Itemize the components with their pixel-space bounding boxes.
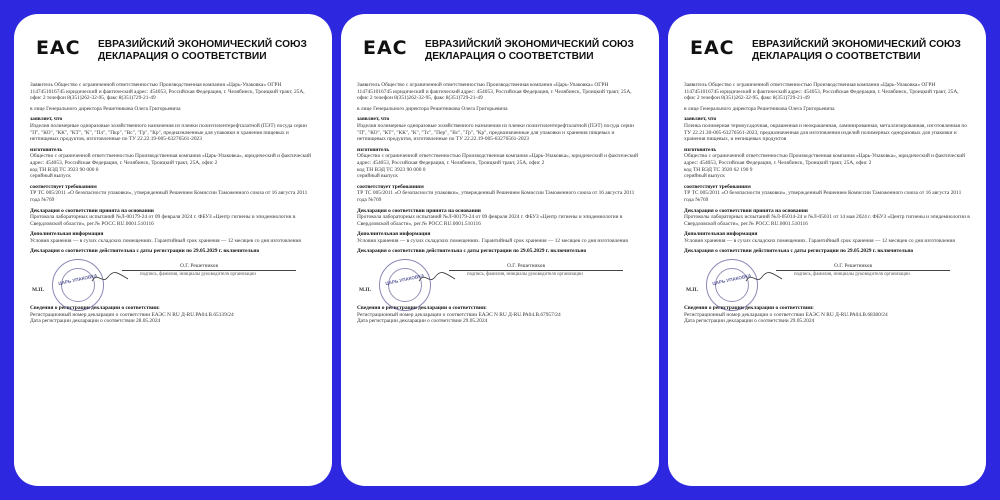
union-title: ЕВРАЗИЙСКИЙ ЭКОНОМИЧЕСКИЙ СОЮЗ — [98, 39, 307, 50]
declaration-card — [668, 14, 986, 486]
manufacturer-text: Общество с ограниченной ответственностью Производственная компания «Царь-Упаковка», юридический и фактический адрес: 454053, Российская Федерация, г. Челябинск, Троицкий тракт, 25А, офис 2 — [30, 153, 312, 166]
manufacturer-text: Общество с ограниченной ответственностью Производственная компания «Царь-Упаковка», юридический и фактический адрес: 454053, Российская Федерация, г. Челябинск, Троицкий тракт, 25А, офис 2 — [684, 153, 966, 166]
validity-text: Декларация о соответствии действительна с даты регистрации по 29.05.2029 г. включительно — [357, 248, 587, 255]
declares-heading: заявляет, что — [357, 116, 390, 123]
extra-info-heading: Дополнительная информация — [357, 231, 431, 238]
registration-heading: Сведения о регистрации декларации о соответствии: — [30, 305, 160, 312]
extra-info-text: Условия хранения — в сухих складских помещениях. Гарантийный срок хранения — 12 месяцев со дня изготовления — [684, 237, 955, 244]
applicant-text: Заявитель Общество с ограниченной ответственностью Производственная компания «Царь-Упаковка» ОГРН 1147451016745 юридический и фактический адрес: 454053, Российская Федерация, г. Челябинск, Троицкий тракт, 25А, офис 2 телефон 8(351)262-32-95, факс 8(351)729-21-49 — [684, 82, 959, 102]
requirements-text: ТР ТС 005/2011 «О безопасности упаковки», утвержденный Решением Комиссии Таможенного союза от 16 августа 2011 года №769 — [30, 190, 308, 203]
registration-date: Дата регистрации декларации о соответствии 29.05.2024 — [684, 318, 815, 325]
applicant-text: Заявитель Общество с ограниченной ответственностью Производственная компания «Царь-Упаковка» ОГРН 1147451016745 юридический и фактический адрес: 454053, Российская Федерация, г. Челябинск, Троицкий тракт, 25А, офис 2 телефон 8(351)262-32-95, факс 8(351)729-21-49 — [30, 82, 305, 102]
signature-caption: подпись, фамилия, инициалы руководителя организации — [140, 272, 256, 278]
declaration-title: ДЕКЛАРАЦИЯ О СООТВЕТСТВИИ — [752, 51, 921, 62]
union-title: ЕВРАЗИЙСКИЙ ЭКОНОМИЧЕСКИЙ СОЮЗ — [752, 39, 961, 50]
registration-number: Регистрационный номер декларации о соответствии ЕАЭС N RU Д-RU.РА04.В.68380/24 — [684, 311, 888, 318]
registration-heading: Сведения о регистрации декларации о соответствии: — [684, 305, 814, 312]
union-title: ЕВРАЗИЙСКИЙ ЭКОНОМИЧЕСКИЙ СОЮЗ — [425, 39, 634, 50]
declares-heading: заявляет, что — [684, 116, 717, 123]
stamp-text: ЦАРЬ УПАКОВКА — [57, 273, 98, 287]
signature-area — [684, 259, 970, 305]
declaration-card — [341, 14, 659, 486]
seal-place-label: М.П. — [359, 287, 371, 294]
validity-text: Декларация о соответствии действительна с даты регистрации по 29.05.2029 г. включительно — [684, 248, 914, 255]
tnved-code: код ТН ВЭД ТС 3923 90 000 0 — [357, 166, 426, 173]
signature-line — [449, 270, 623, 271]
document-body — [684, 82, 970, 325]
production-type: серийный выпуск — [684, 173, 725, 180]
tnved-code: код ТН ВЭД ТС 3920 62 190 9 — [684, 166, 753, 173]
stamp-text: ЦАРЬ УПАКОВКА — [384, 273, 425, 287]
document-body — [357, 82, 643, 325]
document-body — [30, 82, 316, 325]
extra-info-text: Условия хранения — в сухих складских помещениях. Гарантийный срок хранения — 12 месяцев со дня изготовления — [30, 237, 301, 244]
signature-scribble — [90, 269, 130, 287]
eac-mark: EAC — [363, 37, 408, 59]
manufacturer-heading: изготовитель — [30, 146, 63, 153]
validity-text: Декларация о соответствии действительна с даты регистрации по 29.05.2029 г. включительно — [30, 248, 260, 255]
declaration-document — [680, 22, 974, 478]
basis-text: Протокола лабораторных испытаний №Л-00179-24 от 09 февраля 2024 г. ФБУЗ «Центр гигиены и эпидемиологии в Свердловской области», рег.№ РОСС RU.0001.510116 — [357, 214, 623, 227]
eac-mark: EAC — [36, 37, 81, 59]
signature-scribble — [744, 269, 784, 287]
signature-scribble — [417, 269, 457, 287]
requirements-text: ТР ТС 005/2011 «О безопасности упаковки», утвержденный Решением Комиссии Таможенного союза от 16 августа 2011 года №769 — [684, 190, 962, 203]
registration-date: Дата регистрации декларации о соответствии 28.05.2024 — [30, 318, 161, 325]
representative-text: в лице Генерального директора Решетникова Олега Григорьевича — [30, 105, 181, 112]
representative-text: в лице Генерального директора Решетникова Олега Григорьевича — [684, 105, 835, 112]
registration-number: Регистрационный номер декларации о соответствии ЕАЭС N RU Д-RU.РА04.В.65139/24 — [30, 311, 234, 318]
eac-mark: EAC — [690, 37, 735, 59]
signer-name: О.Г. Решетников — [834, 263, 873, 270]
basis-text: Протокола лабораторных испытаний №Л-00179-24 от 09 февраля 2024 г. ФБУЗ «Центр гигиены и эпидемиологии в Свердловской области», рег.№ РОСС RU.0001.510116 — [30, 214, 296, 227]
basis-heading: Декларация о соответствии принята на основании — [30, 207, 154, 214]
signer-name: О.Г. Решетников — [180, 263, 219, 270]
seal-place-label: М.П. — [686, 287, 698, 294]
registration-number: Регистрационный номер декларации о соответствии ЕАЭС N RU Д-RU.РА04.В.67957/24 — [357, 311, 561, 318]
declares-heading: заявляет, что — [30, 116, 63, 123]
extra-info-heading: Дополнительная информация — [684, 231, 758, 238]
representative-text: в лице Генерального директора Решетникова Олега Григорьевича — [357, 105, 508, 112]
signature-caption: подпись, фамилия, инициалы руководителя организации — [794, 272, 910, 278]
registration-date: Дата регистрации декларации о соответствии 29.05.2024 — [357, 318, 488, 325]
product-text: Изделия полимерные одноразовые хозяйственного назначения из пленки полиэтилентерефталатной (ПЭТ) посуда серии "П", "КО", "КК", "КТ", "К", "Пл", "Пкр", "Вс", "Гр", "Кр", предназначенные для упаковки и хранения пищевых и нетпищевых продуктов, изготовленные по ТУ 22.22.19-005-63276561-2023 — [30, 122, 307, 143]
seal-place-label: М.П. — [32, 287, 44, 294]
basis-heading: Декларация о соответствии принята на основании — [684, 207, 808, 214]
document-title — [752, 39, 972, 63]
tnved-code: код ТН ВЭД ТС 3923 90 000 0 — [30, 166, 99, 173]
requirements-heading: соответствует требованиям — [30, 183, 97, 190]
declaration-title: ДЕКЛАРАЦИЯ О СООТВЕТСТВИИ — [425, 51, 594, 62]
signature-line — [776, 270, 950, 271]
production-type: серийный выпуск — [357, 173, 398, 180]
requirements-heading: соответствует требованиям — [357, 183, 424, 190]
signer-name: О.Г. Решетников — [507, 263, 546, 270]
requirements-text: ТР ТС 005/2011 «О безопасности упаковки», утвержденный Решением Комиссии Таможенного союза от 16 августа 2011 года №769 — [357, 190, 635, 203]
document-title — [425, 39, 645, 63]
declaration-card — [14, 14, 332, 486]
declaration-document — [26, 22, 320, 478]
manufacturer-heading: изготовитель — [357, 146, 390, 153]
basis-text: Протоколы лабораторных испытаний №Л-05014-24 и №Л-05031 от 14 мая 2024 г. ФБУЗ «Центр гигиены и эпидемиологии в Свердловской области», рег.№ РОСС RU.0001.510116 — [684, 214, 970, 227]
basis-heading: Декларация о соответствии принята на основании — [357, 207, 481, 214]
document-header — [680, 22, 974, 66]
product-text: Пленка полимерная термоусадочная, окрашенная и неокрашенная, ламинированная, металлизированная, изготовленная по ТУ 22.21.30-005-63276561-2023, предназначенная для изготовления изделий полимерных одноразовых для упаковки и хранения пищевых, и непищевых продуктов — [684, 122, 967, 143]
product-text: Изделия полимерные одноразовые хозяйственного назначения из пленки полиэтилентерефталатной (ПЭТ) посуда серии "П", "КО", "КТ", "КК", "К", "Тс", "Пер", "Вс", "Гр", "Кр", предназначенные для упаковки и хранения пищевых и нетпищевых продуктов, изготовленные по ТУ 22.22.19-005-63276561-2023 — [357, 122, 634, 143]
production-type: серийный выпуск — [30, 173, 71, 180]
signature-area — [357, 259, 643, 305]
document-header — [26, 22, 320, 66]
extra-info-heading: Дополнительная информация — [30, 231, 104, 238]
declaration-title: ДЕКЛАРАЦИЯ О СООТВЕТСТВИИ — [98, 51, 267, 62]
signature-line — [122, 270, 296, 271]
stamp-text: ЦАРЬ УПАКОВКА — [711, 273, 752, 287]
registration-heading: Сведения о регистрации декларации о соответствии: — [357, 305, 487, 312]
signature-caption: подпись, фамилия, инициалы руководителя организации — [467, 272, 583, 278]
document-title — [98, 39, 318, 63]
extra-info-text: Условия хранения — в сухих складских помещениях. Гарантийный срок хранения — 12 месяцев со дня изготовления — [357, 237, 628, 244]
requirements-heading: соответствует требованиям — [684, 183, 751, 190]
signature-area — [30, 259, 316, 305]
manufacturer-text: Общество с ограниченной ответственностью Производственная компания «Царь-Упаковка», юридический и фактический адрес: 454053, Российская Федерация, г. Челябинск, Троицкий тракт, 25А, офис 2 — [357, 153, 639, 166]
manufacturer-heading: изготовитель — [684, 146, 717, 153]
document-header — [353, 22, 647, 66]
applicant-text: Заявитель Общество с ограниченной ответственностью Производственная компания «Царь-Упаковка» ОГРН 1147451016745 юридический и фактический адрес: 454053, Российская Федерация, г. Челябинск, Троицкий тракт, 25А, офис 2 телефон 8(351)262-32-95, факс 8(351)729-21-49 — [357, 82, 632, 102]
declaration-document — [353, 22, 647, 478]
